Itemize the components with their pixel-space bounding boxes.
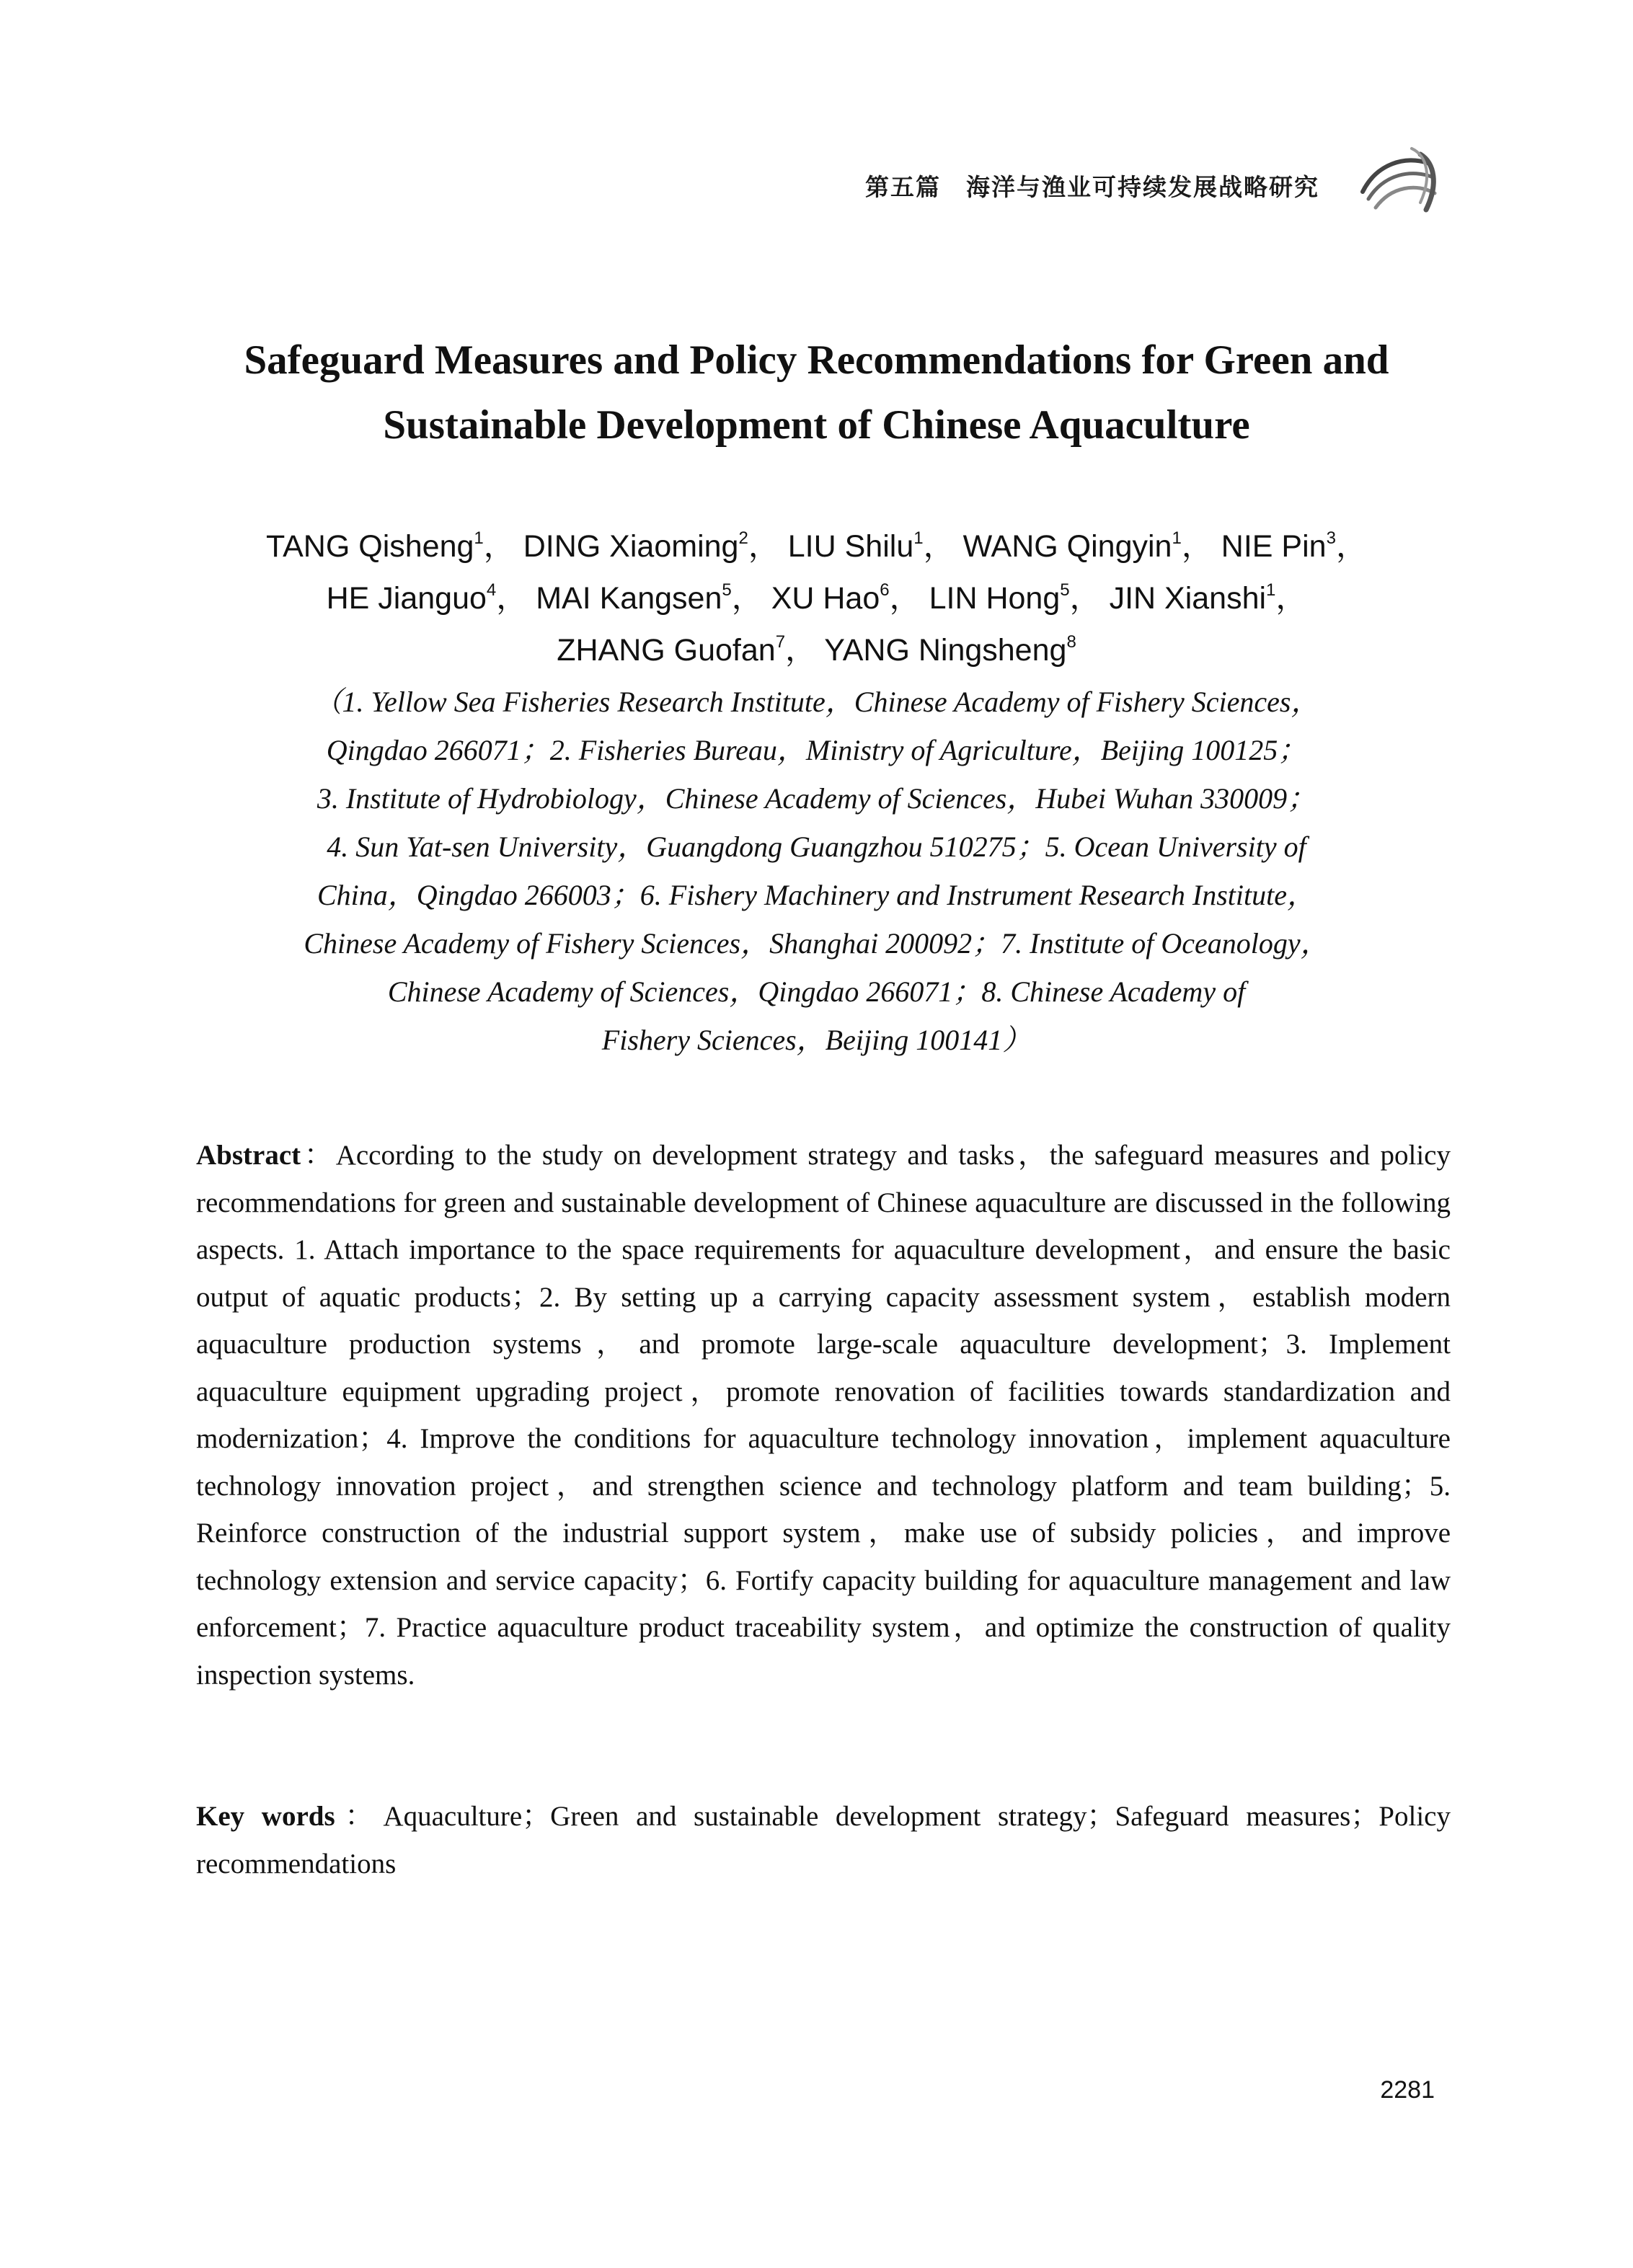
abstract-label: Abstract <box>196 1140 301 1171</box>
paper-title: Safeguard Measures and Policy Recommendations for Green and Sustainable Development of Chinese Aquaculture <box>244 337 1389 448</box>
author-name: XU Hao <box>771 581 880 616</box>
abstract-separator: ： <box>301 1140 336 1171</box>
author-affiliation-index: 5 <box>1060 580 1070 600</box>
affiliation-line: （1. Yellow Sea Fisheries Research Institute，Chinese Academy of Fishery Sciences， <box>313 686 1320 718</box>
author-name: MAI Kangsen <box>536 581 722 616</box>
abstract-text: According to the study on development strategy and tasks，the safeguard measures and policy recommendations for green and sustainable development of Chinese aquaculture are discussed in the following aspects. 1. Attach importance to the space requirements for aquaculture development，and ensure the basic output of aquatic products；2. By setting up a carrying capacity assessment system，establish modern aquaculture production systems，and promote large-scale aquaculture development；3. Implement aquaculture equipment upgrading project，promote renovation of facilities towards standardization and modernization；4. Improve the conditions for aquaculture technology innovation，implement aquaculture technology innovation project，and strengthen science and technology platform and team building；5. Reinforce construction of the industrial support system，make use of subsidy policies，and improve technology extension and service capacity；6. Fortify capacity building for aquaculture management and law enforcement；7. Practice aquaculture product traceability system，and optimize the construction of quality inspection systems. <box>196 1140 1451 1691</box>
author-affiliation-index: 2 <box>738 528 748 548</box>
keywords-label: Key words <box>196 1801 335 1832</box>
running-header <box>793 141 1442 235</box>
author-affiliation-index: 1 <box>474 528 484 548</box>
affiliation-line: Chinese Academy of Sciences，Qingdao 266071；8. Chinese Academy of <box>387 975 1246 1008</box>
page-number: 2281 <box>1380 2076 1435 2104</box>
author-name: YANG Ningsheng <box>824 633 1067 668</box>
author-name: LIN Hong <box>929 581 1061 616</box>
author-name: HE Jianguo <box>326 581 487 616</box>
keywords <box>196 1793 1451 1887</box>
keywords-text: Aquaculture；Green and sustainable development strategy；Safeguard measures；Policy recommendations <box>196 1801 1451 1879</box>
author-line: TANG Qisheng$^1$， DING Xiaoming$^2$， LIU Shilu$^1$， WANG Qingyin$^1$， NIE Pin$^3$， <box>266 528 1367 564</box>
abstract <box>196 1132 1451 1698</box>
author-affiliation-index: 1 <box>913 528 924 548</box>
author-affiliation-index: 1 <box>1266 580 1276 600</box>
author-name: LIU Shilu <box>787 529 914 564</box>
running-header-title: 第五篇 海洋与渔业可持续发展战略研究 <box>865 173 1319 201</box>
author-line: ZHANG Guofan$^7$， YANG Ningsheng$^8$ <box>557 632 1076 668</box>
author-line: HE Jianguo$^4$， MAI Kangsen$^5$， XU Hao$^6$， LIN Hong$^5$， JIN Xianshi$^1$， <box>326 580 1307 616</box>
author-affiliation-index: 8 <box>1066 632 1076 652</box>
affiliation-line: China，Qingdao 266003；6. Fishery Machinery and Instrument Research Institute， <box>317 879 1316 911</box>
affiliation-line: Chinese Academy of Fishery Sciences，Shanghai 200092；7. Institute of Oceanology， <box>304 927 1329 960</box>
author-affiliation-index: 3 <box>1326 528 1336 548</box>
affiliation-line: Fishery Sciences，Beijing 100141） <box>601 1024 1032 1056</box>
author-affiliation-index: 7 <box>775 632 786 652</box>
author-affiliation-index: 1 <box>1172 528 1182 548</box>
author-name: WANG Qingyin <box>962 529 1172 564</box>
keywords-separator: ： <box>335 1801 384 1832</box>
author-name: TANG Qisheng <box>266 529 474 564</box>
affiliation-list <box>144 678 1489 1064</box>
author-name: ZHANG Guofan <box>557 633 776 668</box>
author-list <box>144 521 1489 676</box>
author-affiliation-index: 6 <box>880 580 890 600</box>
author-name: NIE Pin <box>1221 529 1327 564</box>
affiliation-line: Qingdao 266071；2. Fisheries Bureau，Ministry of Agriculture，Beijing 100125； <box>326 734 1307 766</box>
author-affiliation-index: 4 <box>486 580 497 600</box>
affiliation-line: 4. Sun Yat-sen University，Guangdong Guangzhou 510275；5. Ocean University of <box>327 830 1306 863</box>
author-name: DING Xiaoming <box>523 529 739 564</box>
author-name: JIN Xianshi <box>1109 581 1267 616</box>
swirl-logo-icon <box>1348 141 1442 221</box>
affiliation-line: 3. Institute of Hydrobiology，Chinese Academy of Sciences，Hubei Wuhan 330009； <box>317 782 1316 815</box>
author-affiliation-index: 5 <box>722 580 732 600</box>
